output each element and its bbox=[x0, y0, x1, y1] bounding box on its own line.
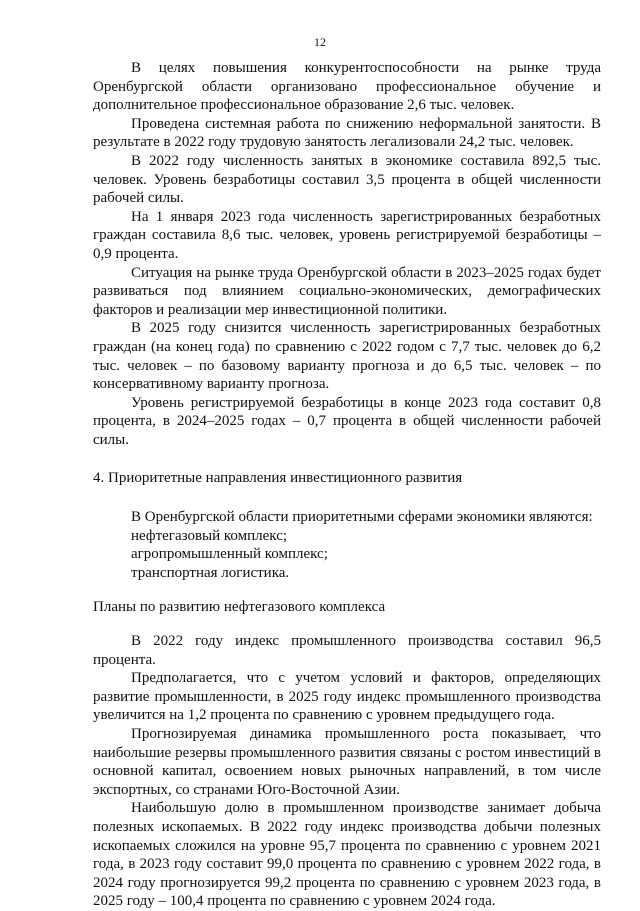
priority-item-oil-gas: нефтегазовый комплекс; bbox=[131, 527, 288, 544]
paragraph-growth-reserves: Прогнозируемая динамика промышленного роста показывает, что наибольшие резервы промышленного развития связаны с ростом инвестиций в основной капитал, освоением новых рыночных направлений, в том числе экспортных, со странами Юго-Восточной Азии. bbox=[93, 726, 601, 798]
paragraph-unemployed-2025: В 2025 году снизится численность зарегистрированных безработных граждан (на конец года) по сравнению с 2022 годом с 7,7 тыс. человек до 6,2 тыс. человек – по базовому варианту прогноза и до 6,5 тыс. человек – по консервативному варианту прогноза. bbox=[93, 320, 601, 393]
paragraph-industrial-forecast: Предполагается, что с учетом условий и факторов, определяющих развитие промышленности, в 2025 году индекс промышленного производства увеличится на 1,2 процента по сравнению с уровнем предыдущего года. bbox=[93, 670, 601, 724]
paragraph-informal-employment: Проведена системная работа по снижению неформальной занятости. В результате в 2022 году трудовую занятость легализовали 24,2 тыс. человек. bbox=[93, 115, 601, 151]
document-body bbox=[93, 59, 601, 911]
page-number: 12 bbox=[314, 35, 326, 49]
paragraph-labor-market-outlook: Ситуация на рынке труда Оренбургской области в 2023–2025 годах будет развиваться под влиянием социально-экономических, демографических факторов и реализации мер инвестиционной политики. bbox=[93, 264, 601, 318]
plan-heading: Планы по развитию нефтегазового комплекса bbox=[93, 599, 386, 616]
paragraph-registered-unemployed: На 1 января 2023 года численность зарегистрированных безработных граждан составила 8,6 тыс. человек, уровень регистрируемой безработицы – 0,9 процента. bbox=[93, 208, 601, 262]
paragraph-employment-2022: В 2022 году численность занятых в экономике составила 892,5 тыс. человек. Уровень безработицы составил 3,5 процента в общей численности рабочей силы. bbox=[93, 152, 601, 207]
priority-item-agro: агропромышленный комплекс; bbox=[131, 546, 328, 563]
paragraph-mining-share: Наибольшую долю в промышленном производстве занимает добыча полезных ископаемых. В 2022 году индекс производства добычи полезных ископаемых сложился на уровне 95,7 процента по сравнению с уровнем 2021 года, в 2023 году составит 99,0 процента по сравнению с уровнем 2022 года, в 2024 году прогнозируется 99,2 процента по сравнению с уровнем 2023 года, в 2025 году – 100,4 процента по сравнению с уровнем 2024 года. bbox=[93, 800, 601, 910]
priority-intro: В Оренбургской области приоритетными сферами экономики являются: bbox=[131, 509, 593, 526]
priority-item-logistics: транспортная логистика. bbox=[131, 564, 290, 581]
paragraph-unemployment-rate: Уровень регистрируемой безработицы в конце 2023 года составит 0,8 процента, в 2024–2025 годах – 0,7 процента в общей численности рабочей силы. bbox=[93, 394, 601, 448]
section-heading: 4. Приоритетные направления инвестиционного развития bbox=[93, 470, 463, 487]
paragraph-training: В целях повышения конкурентоспособности на рынке труда Оренбургской области организовано профессиональное обучение и дополнительное профессиональное образование 2,6 тыс. человек. bbox=[93, 60, 601, 114]
paragraph-industrial-index-2022: В 2022 году индекс промышленного производства составил 96,5 процента. bbox=[93, 633, 601, 668]
